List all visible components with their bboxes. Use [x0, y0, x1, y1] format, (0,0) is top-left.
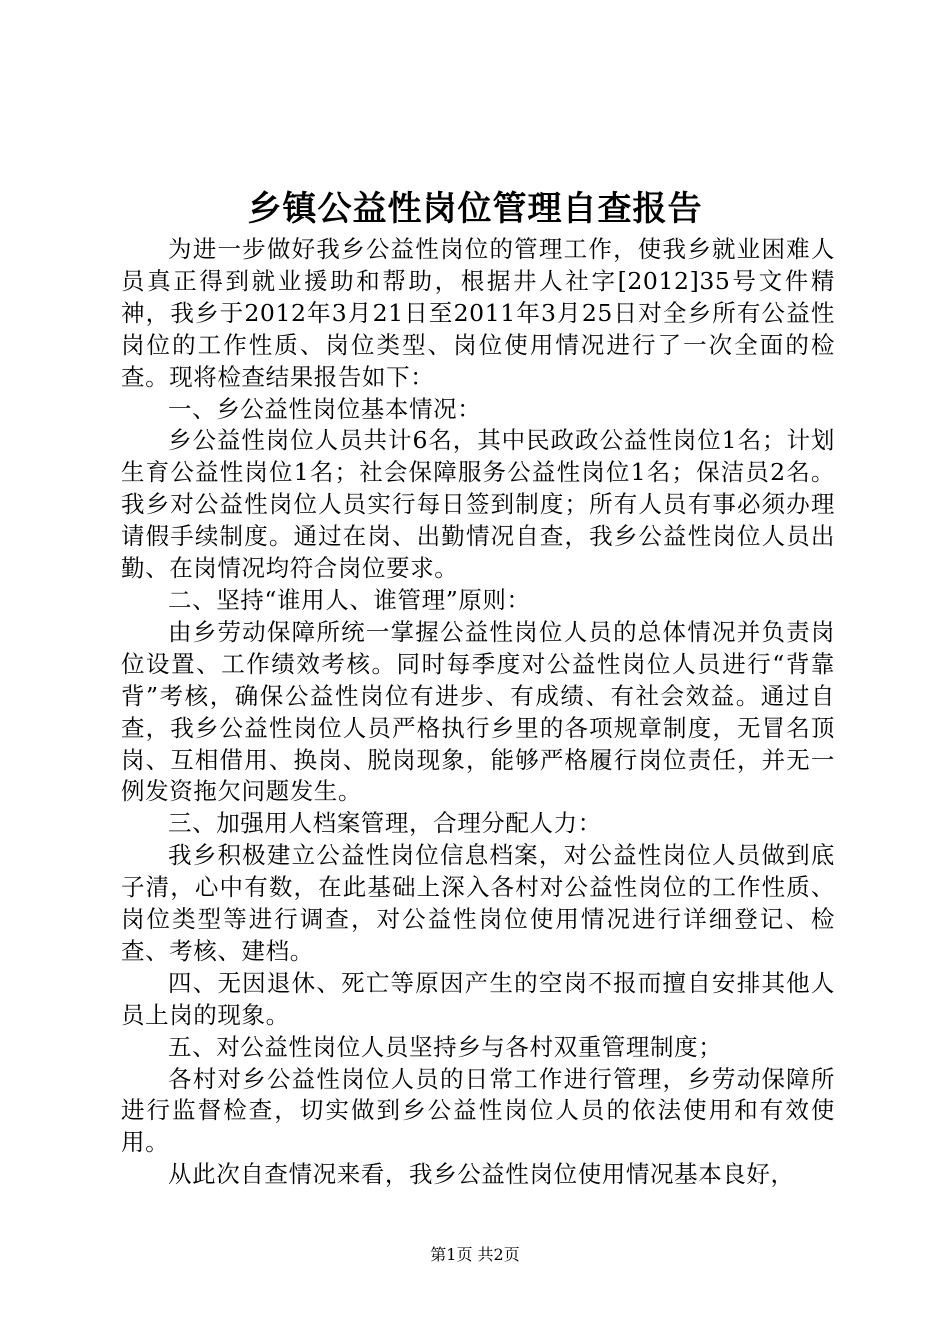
document-body: [121, 234, 835, 1191]
heading-section-4: 四、无因退休、死亡等原因产生的空岗不报而擅自安排其他人员上岗的现象。: [121, 968, 835, 1029]
page-footer: 第1页 共2页: [430, 1245, 520, 1264]
heading-section-1: 一、乡公益性岗位基本情况：: [168, 394, 482, 423]
document-title: 乡镇公益性岗位管理自查报告: [247, 189, 703, 229]
heading-section-2: 二、坚持“谁用人、谁管理”原则：: [168, 585, 531, 614]
paragraph-intro: 为进一步做好我乡公益性岗位的管理工作，使我乡就业困难人员真正得到就业援助和帮助，根据井人社字[2012]35号文件精神，我乡于2012年3月21日至2011年3月25日对全乡所有公益性岗位的工作性质、岗位类型、岗位使用情况进行了一次全面的检查。现将检查结果报告如下：: [121, 235, 835, 391]
heading-section-3: 三、加强用人档案管理，合理分配人力：: [168, 809, 602, 838]
paragraph-conclusion: 从此次自查情况来看，我乡公益性岗位使用情况基本良好，: [168, 1160, 795, 1189]
paragraph-section-1: 乡公益性岗位人员共计6名，其中民政政公益性岗位1名；计划生育公益性岗位1名；社会保障服务公益性岗位1名；保洁员2名。我乡对公益性岗位人员实行每日签到制度；所有人员有事必须办理请假手续制度。通过在岗、出勤情况自查，我乡公益性岗位人员出勤、在岗情况均符合岗位要求。: [121, 426, 835, 583]
paragraph-section-3: 我乡积极建立公益性岗位信息档案，对公益性岗位人员做到底子清，心中有数，在此基础上深入各村对公益性岗位的工作性质、岗位类型等进行调查，对公益性岗位使用情况进行详细登记、检查、考核、建档。: [121, 841, 835, 965]
heading-section-5: 五、对公益性岗位人员坚持乡与各村双重管理制度；: [168, 1032, 723, 1061]
paragraph-section-5: 各村对乡公益性岗位人员的日常工作进行管理，乡劳动保障所进行监督检查，切实做到乡公益性岗位人员的依法使用和有效使用。: [121, 1064, 835, 1157]
paragraph-section-2: 由乡劳动保障所统一掌握公益性岗位人员的总体情况并负责岗位设置、工作绩效考核。同时每季度对公益性岗位人员进行“背靠背”考核，确保公益性岗位有进步、有成绩、有社会效益。通过自查，我乡公益性岗位人员严格执行乡里的各项规章制度，无冒名顶岗、互相借用、换岗、脱岗现象，能够严格履行岗位责任，并无一例发资拖欠问题发生。: [121, 617, 835, 806]
